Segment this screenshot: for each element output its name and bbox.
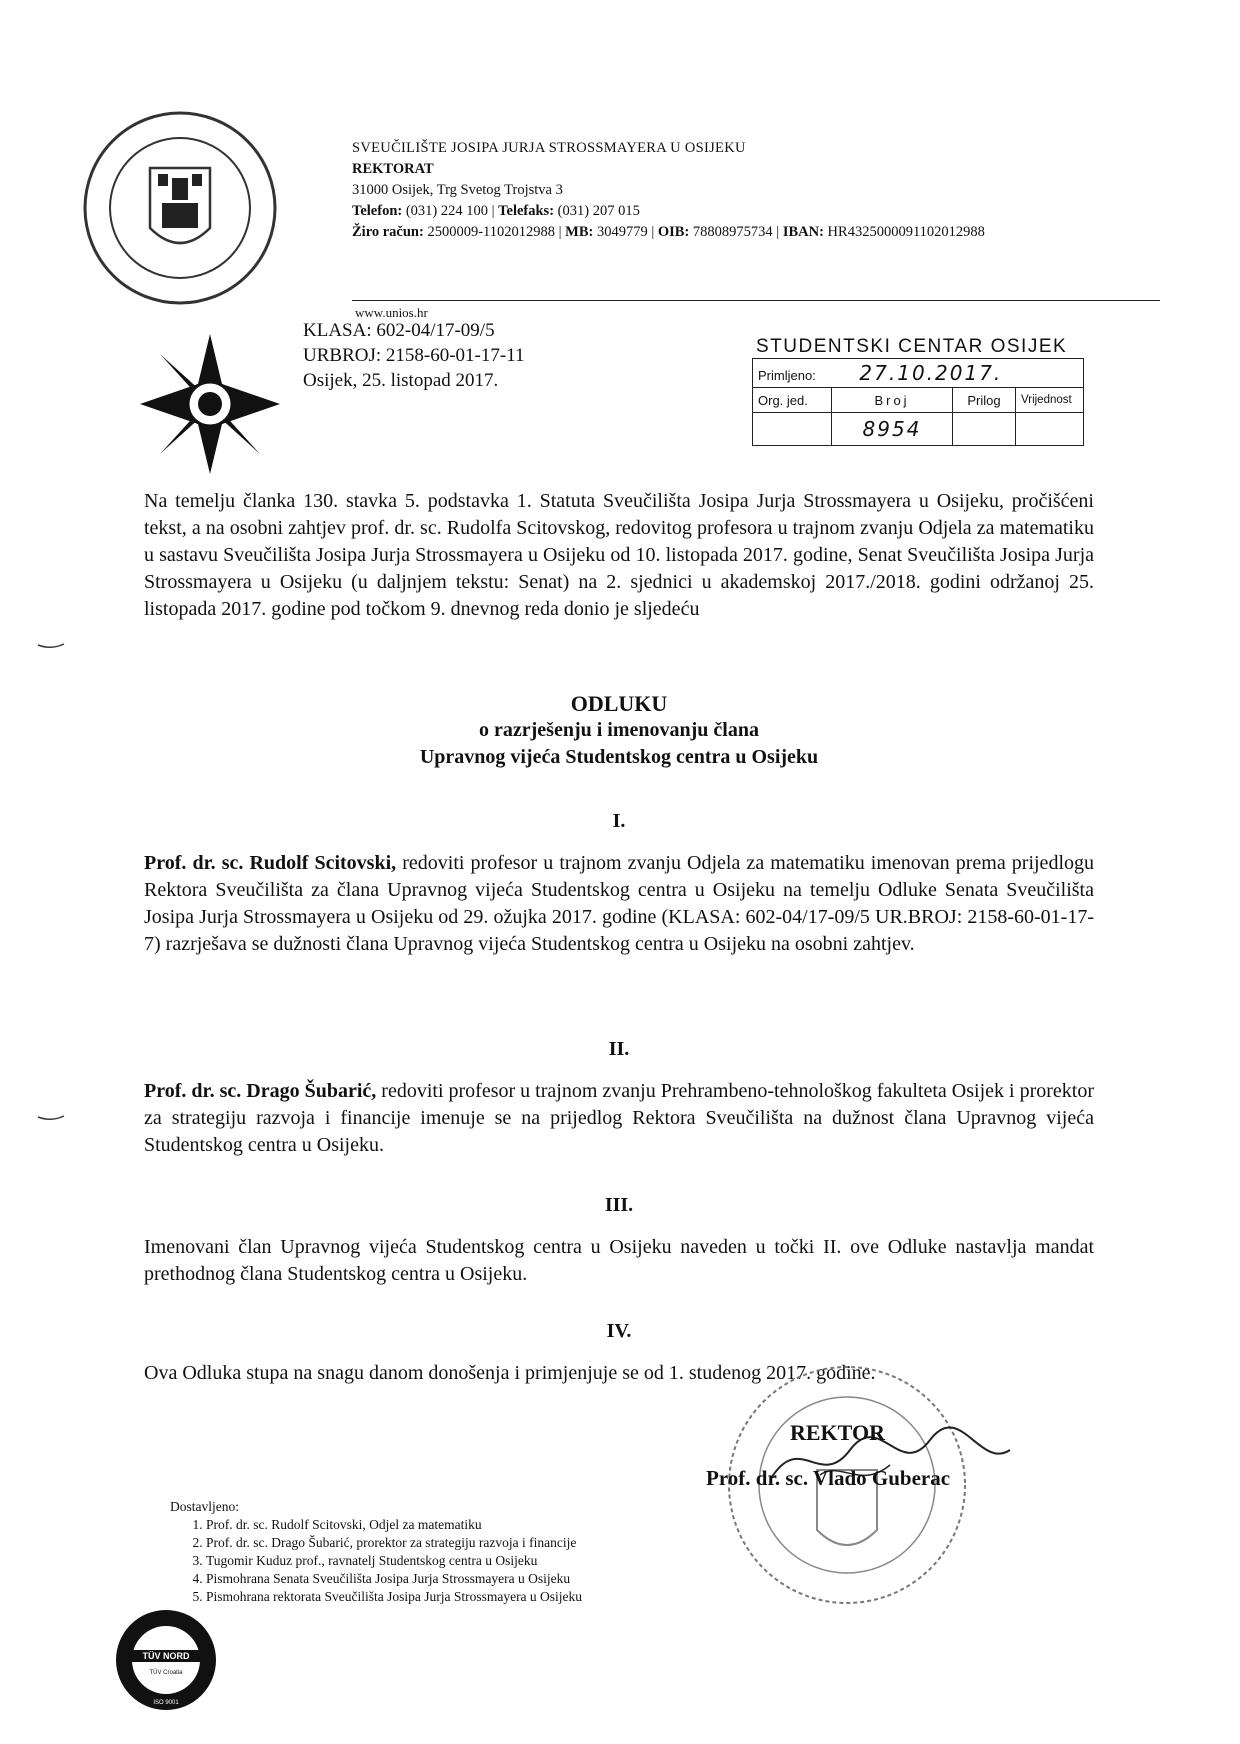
value-value <box>1016 413 1084 446</box>
iban: HR4325000091102012988 <box>827 224 985 240</box>
university-seal <box>80 108 280 308</box>
signatory-name: Prof. dr. sc. Vlado Guberac <box>706 1466 951 1490</box>
distribution-item: 4. Pismohrana Senata Sveučilišta Josipa Jurja Strossmayera u Osijeku <box>206 1570 582 1588</box>
address: 31000 Osijek, Trg Svetog Trojstva 3 <box>352 182 563 198</box>
cert-standard: ISO 9001 <box>153 1700 179 1706</box>
intro-paragraph: Na temelju članka 130. stavka 5. podstavka 1. Statuta Sveučilišta Josipa Jurja Strossmayera u Osijeku, pročišćeni tekst, a na osobni zahtjev prof. dr. sc. Rudolfa Scitovskog, redovitog profesora u trajnom zvanju Odjela za matematiku u sastavu Sveučilišta Josipa Jurja Strossmayera u Osijeku od 10. listopada 2017. godine, Senat Sveučilišta Josipa Jurja Strossmayera u Osijeku (u daljnjem tekstu: Senat) na 2. sjednici u akademskoj 2017./2018. godini održanoj 25. listopada 2017. godine pod točkom 9. dnevnog reda donio je sljedeću <box>144 490 1094 620</box>
section-4-number: IV. <box>606 1320 632 1342</box>
letterhead <box>352 138 1152 243</box>
section-1-body: redoviti profesor u trajnom zvanju Odjela za matematiku imenovan prema prijedlogu Rektora Sveučilišta za člana Upravnog vijeća Studentskog centra u Osijeku na temelju Odluke Senata Sveučilišta Josipa Jurja Strossmayera u Osijeku od 29. ožujka 2017. godine (KLASA: 602-04/17-09/5 UR.BROJ: 2158-60-01-17-7) razrješava se dužnosti člana Upravnog vijeća Studentskog centra u Osijeku na osobni zahtjev. <box>144 852 1094 955</box>
fax: (031) 207 015 <box>557 203 640 219</box>
number-value-cell <box>832 413 953 446</box>
website: www.unios.hr <box>355 305 428 320</box>
received-date: 27.10.2017. <box>859 361 1003 385</box>
decision-title-block <box>144 690 1094 771</box>
section-1-text <box>144 850 1094 958</box>
distribution-item: 1. Prof. dr. sc. Rudolf Scitovski, Odjel za matematiku <box>206 1516 582 1534</box>
section-3-text: Imenovani član Upravnog vijeća Studentskog centra u Osijeku naveden u točki II. ove Odluke nastavlja mandat prethodnog člana Studentskog centra u Osijeku. <box>144 1236 1094 1285</box>
mb: 3049779 <box>596 224 648 240</box>
certification-logo <box>112 1606 220 1714</box>
fax-label: Telefaks: <box>498 203 555 219</box>
document-date: Osijek, 25. listopad 2017. <box>303 370 499 391</box>
distribution-item: 3. Tugomir Kuduz prof., ravnatelj Studentskog centra u Osijeku <box>206 1552 582 1570</box>
decision-title: ODLUKU <box>570 691 668 716</box>
oib-label: OIB: <box>657 224 690 240</box>
section-1-number: I. <box>612 810 626 832</box>
receipt-stamp <box>752 336 1084 446</box>
cert-sub: TÜV Croatia <box>149 1670 183 1676</box>
account-label: Žiro račun: <box>352 224 424 240</box>
cross-emblem <box>140 334 280 474</box>
contact-line: Telefon: (031) 224 100 | Telefaks: (031) 207 015 <box>352 203 640 219</box>
decision-subtitle-2: Upravnog vijeća Studentskog centra u Osijeku <box>419 746 819 768</box>
margin-mark <box>36 1112 66 1122</box>
office-name: REKTORAT <box>352 161 434 177</box>
number-value: 8954 <box>862 417 922 441</box>
cert-brand: TÜV NORD <box>142 1651 190 1661</box>
section-2-text <box>144 1078 1094 1159</box>
distribution-item: 5. Pismohrana rektorata Sveučilišta Josipa Jurja Strossmayera u Osijeku <box>206 1588 582 1606</box>
distribution-label: Dostavljeno: <box>170 1499 239 1514</box>
mb-label: MB: <box>565 224 594 240</box>
stamp-received-cell <box>753 359 1084 388</box>
received-label: Primljeno: <box>758 368 816 383</box>
iban-label: IBAN: <box>782 224 824 240</box>
header-divider <box>352 300 1160 301</box>
section-4-text: Ova Odluka stupa na snagu danom donošenja i primjenjuje se od 1. studenog 2017. godine. <box>144 1362 876 1384</box>
university-name: SVEUČILIŠTE JOSIPA JURJA STROSSMAYERA U OSIJEKU <box>352 140 746 156</box>
number-label: Broj <box>832 388 953 413</box>
phone: (031) 224 100 <box>405 203 489 219</box>
decision-subtitle-1: o razrješenju i imenovanju člana <box>479 719 759 741</box>
klasa: KLASA: 602-04/17-09/5 <box>303 320 495 341</box>
document-references <box>303 318 525 393</box>
value-label: Vrijednost <box>1016 388 1084 413</box>
distribution-list <box>170 1498 582 1606</box>
margin-mark <box>36 640 66 650</box>
section-3-number: III. <box>604 1194 634 1216</box>
attachment-value <box>953 413 1016 446</box>
stamp-table <box>752 358 1084 446</box>
account-line: Žiro račun: 2500009-1102012988 | MB: 3049779 | OIB: 78808975734 | IBAN: HR4325000091102012988 <box>352 224 985 240</box>
oib: 78808975734 <box>692 224 773 240</box>
distribution-items <box>170 1516 582 1606</box>
account: 2500009-1102012988 <box>427 224 555 240</box>
urbroj: URBROJ: 2158-60-01-17-11 <box>303 345 525 366</box>
signatory-title: REKTOR <box>790 1420 885 1445</box>
section-1-name: Prof. dr. sc. Rudolf Scitovski, <box>144 852 397 874</box>
section-2-name: Prof. dr. sc. Drago Šubarić, <box>144 1080 377 1102</box>
section-2-body: redoviti profesor u trajnom zvanju Prehrambeno-tehnološkog fakulteta Osijek i prorektor za strategiju razvoja i financije imenuje se na prijedlog Rektora Sveučilišta na dužnost člana Upravnog vijeća Studentskog centra u Osijeku. <box>144 1080 1095 1156</box>
org-label: Org. jed. <box>753 388 832 413</box>
attachment-label: Prilog <box>953 388 1016 413</box>
stamp-title: STUDENTSKI CENTAR OSIJEK <box>756 336 1068 357</box>
distribution-item: 2. Prof. dr. sc. Drago Šubarić, prorektor za strategiju razvoja i financije <box>206 1534 582 1552</box>
org-value <box>753 413 832 446</box>
section-2-number: II. <box>608 1038 630 1060</box>
phone-label: Telefon: <box>352 203 403 219</box>
